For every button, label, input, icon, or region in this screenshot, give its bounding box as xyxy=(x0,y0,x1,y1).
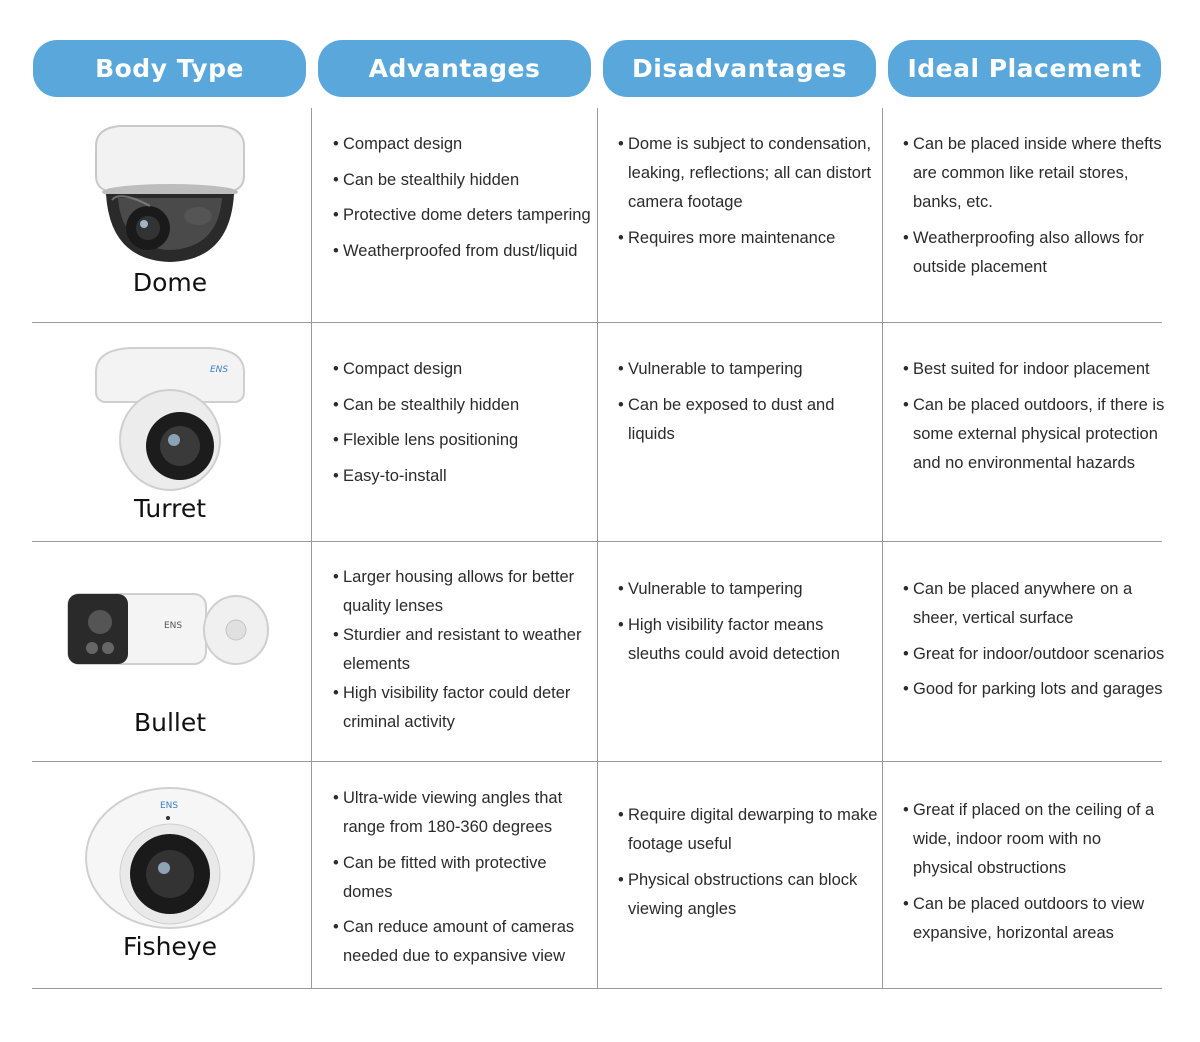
list-item: • Weatherproofing also allows for outside placement xyxy=(903,224,1165,282)
list-item: • Can be fitted with protective domes xyxy=(333,849,595,907)
list-item: • Can reduce amount of cameras needed due to expansive view xyxy=(333,913,595,971)
list-item: • Can be placed outdoors to view expansive, horizontal areas xyxy=(903,890,1165,948)
list-item: • Can be placed anywhere on a sheer, vertical surface xyxy=(903,575,1165,633)
camera-type-label: Dome xyxy=(132,268,208,297)
disadvantages-cell xyxy=(618,355,880,455)
dome-camera-icon xyxy=(60,120,280,270)
list-item: • Compact design xyxy=(333,355,595,384)
list-item: • Requires more maintenance xyxy=(618,224,880,253)
brand-logo: ENS xyxy=(160,801,179,811)
row-divider xyxy=(32,322,1162,323)
placement-cell xyxy=(903,575,1165,711)
list-item: • Ultra-wide viewing angles that range from 180-360 degrees xyxy=(333,784,595,842)
disadvantages-cell xyxy=(618,575,880,675)
header-disadvantages: Disadvantages xyxy=(603,40,876,97)
list-item: • Can be placed inside where thefts are common like retail stores, banks, etc. xyxy=(903,130,1165,217)
list-item: • Great if placed on the ceiling of a wide, indoor room with no physical obstructions xyxy=(903,796,1165,883)
list-item: • High visibility factor could deter criminal activity xyxy=(333,679,595,737)
list-item: • Flexible lens positioning xyxy=(333,426,595,455)
column-divider xyxy=(882,108,883,989)
list-item: • Can be exposed to dust and liquids xyxy=(618,391,880,449)
advantages-cell xyxy=(333,563,595,744)
list-item: • Compact design xyxy=(333,130,595,159)
list-item: • Larger housing allows for better quality lenses xyxy=(333,563,595,621)
column-divider xyxy=(597,108,598,989)
list-item: • Weatherproofed from dust/liquid xyxy=(333,237,595,266)
list-item: • Can be stealthily hidden xyxy=(333,166,595,195)
turret-camera-icon xyxy=(60,342,280,492)
row-divider xyxy=(32,988,1162,989)
brand-logo: ENS xyxy=(164,621,183,631)
list-item: • Require digital dewarping to make footage useful xyxy=(618,801,880,859)
list-item: • Can be placed outdoors, if there is some external physical protection and no environmental hazards xyxy=(903,391,1165,478)
list-item: • Can be stealthily hidden xyxy=(333,391,595,420)
list-item: • Protective dome deters tampering xyxy=(333,201,595,230)
list-item: • Physical obstructions can block viewing angles xyxy=(618,866,880,924)
header-ideal-placement: Ideal Placement xyxy=(888,40,1161,97)
list-item: • Good for parking lots and garages xyxy=(903,675,1165,704)
fisheye-camera-icon xyxy=(60,782,280,932)
camera-type-label: Turret xyxy=(133,494,207,523)
list-item: • Easy-to-install xyxy=(333,462,595,491)
disadvantages-cell xyxy=(618,801,880,930)
row-divider xyxy=(32,761,1162,762)
list-item: • Sturdier and resistant to weather elements xyxy=(333,621,595,679)
camera-type-label: Bullet xyxy=(133,708,207,737)
advantages-cell xyxy=(333,355,595,497)
row-divider xyxy=(32,541,1162,542)
header-body-type: Body Type xyxy=(33,40,306,97)
list-item: • Vulnerable to tampering xyxy=(618,355,880,384)
list-item: • High visibility factor means sleuths could avoid detection xyxy=(618,611,880,669)
placement-cell xyxy=(903,355,1165,484)
placement-cell xyxy=(903,130,1165,288)
advantages-cell xyxy=(333,130,595,272)
list-item: • Great for indoor/outdoor scenarios xyxy=(903,640,1165,669)
camera-type-label: Fisheye xyxy=(123,932,217,961)
disadvantages-cell xyxy=(618,130,880,259)
brand-logo: ENS xyxy=(210,365,229,375)
column-divider xyxy=(311,108,312,989)
list-item: • Dome is subject to condensation, leaking, reflections; all can distort camera footage xyxy=(618,130,880,217)
list-item: • Vulnerable to tampering xyxy=(618,575,880,604)
advantages-cell xyxy=(333,784,595,978)
placement-cell xyxy=(903,796,1165,954)
header-advantages: Advantages xyxy=(318,40,591,97)
list-item: • Best suited for indoor placement xyxy=(903,355,1165,384)
bullet-camera-icon xyxy=(60,588,280,678)
